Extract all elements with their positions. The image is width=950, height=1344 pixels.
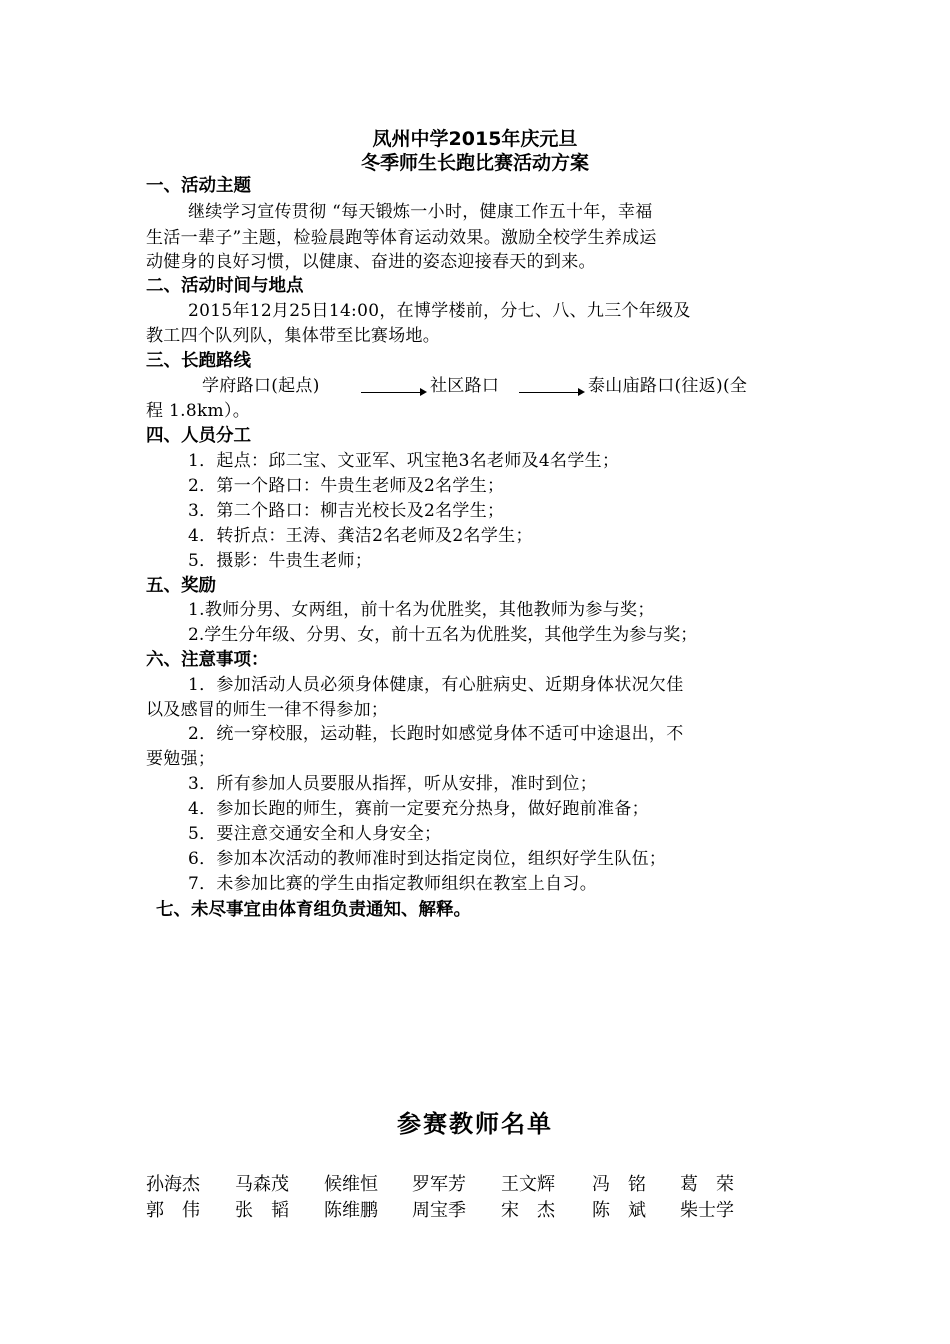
section4-line4: 4．转折点：王涛、龚洁2名老师及2名学生；	[188, 526, 533, 546]
section5-line2: 2.学生分年级、分男、女，前十五名为优胜奖，其他学生为参与奖；	[188, 625, 698, 645]
teacher-name: 柴士学	[680, 1200, 734, 1221]
route-end: 泰山庙路口(往返)(全	[588, 376, 748, 396]
section6-line4: 要勉强；	[146, 749, 216, 769]
section6-line9: 7．未参加比赛的学生由指定教师组织在教室上自习。	[188, 874, 598, 894]
section5-heading: 五、奖励	[146, 576, 216, 596]
route-start: 学府路口(起点)	[202, 376, 320, 396]
section4-line1: 1．起点：邱二宝、文亚军、巩宝艳3名老师及4名学生；	[188, 451, 620, 471]
route-line2: 程 1.8km）。	[146, 401, 251, 421]
teacher-name: 葛 荣	[680, 1174, 734, 1195]
section4-line2: 2．第一个路口：牛贵生老师及2名学生；	[188, 476, 505, 496]
route-arrow-1	[361, 392, 421, 393]
section7-heading: 七、未尽事宜由体育组负责通知、解释。	[156, 900, 471, 920]
teacher-name: 孙海杰	[146, 1174, 200, 1195]
doc-title-line2: 冬季师生长跑比赛活动方案	[360, 152, 589, 174]
section6-line1: 1．参加活动人员必须身体健康，有心脏病史、近期身体状况欠佳	[188, 675, 684, 695]
teacher-name: 罗军芳	[412, 1174, 466, 1195]
section6-line3: 2．统一穿校服，运动鞋，长跑时如感觉身体不适可中途退出，不	[188, 724, 684, 744]
teacher-name: 王文辉	[501, 1174, 555, 1195]
teacher-name: 马森茂	[235, 1174, 289, 1195]
section6-line6: 4．参加长跑的师生，赛前一定要充分热身，做好跑前准备；	[188, 799, 649, 819]
section2-heading: 二、活动时间与地点	[146, 276, 304, 296]
teacher-name: 冯 铭	[592, 1174, 646, 1195]
teacher-name: 周宝季	[412, 1200, 466, 1221]
section6-line5: 3．所有参加人员要服从指挥，听从安排，准时到位；	[188, 774, 598, 794]
section4-heading: 四、人员分工	[146, 426, 251, 446]
section4-line5: 5．摄影：牛贵生老师；	[188, 551, 373, 571]
section6-heading: 六、注意事项：	[146, 650, 269, 670]
teacher-name: 郭 伟	[146, 1200, 200, 1221]
teacher-name: 宋 杰	[501, 1200, 555, 1221]
teacher-name: 张 韬	[235, 1200, 289, 1221]
section1-line3: 动健身的良好习惯，以健康、奋进的姿态迎接春天的到来。	[146, 252, 596, 272]
doc-title-line1: 凤州中学2015年庆元旦	[372, 128, 578, 150]
section3-heading: 三、长跑路线	[146, 351, 251, 371]
teacher-name: 陈维鹏	[324, 1200, 378, 1221]
section1-line1: 继续学习宣传贯彻 “每天锻炼一小时，健康工作五十年，幸福	[188, 202, 653, 222]
section6-line2: 以及感冒的师生一律不得参加；	[146, 700, 389, 720]
teacher-name: 陈 斌	[592, 1200, 646, 1221]
section2-line1: 2015年12月25日14:00，在博学楼前，分七、八、九三个年级及	[188, 301, 691, 321]
section1-line2: 生活一辈子”主题，检验晨跑等体育运动效果。激励全校学生养成运	[146, 228, 657, 248]
route-arrow-2	[519, 392, 579, 393]
section4-line3: 3．第二个路口：柳吉光校长及2名学生；	[188, 501, 505, 521]
section6-line8: 6．参加本次活动的教师准时到达指定岗位，组织好学生队伍；	[188, 849, 667, 869]
teacher-name: 候维恒	[324, 1174, 378, 1195]
route-mid: 社区路口	[430, 376, 500, 396]
section1-heading: 一、活动主题	[146, 176, 251, 196]
section2-line2: 教工四个队列队，集体带至比赛场地。	[146, 326, 441, 346]
section6-line7: 5．要注意交通安全和人身安全；	[188, 824, 442, 844]
section5-line1: 1.教师分男、女两组，前十名为优胜奖，其他教师为参与奖；	[188, 600, 655, 620]
teacher-list-title: 参赛教师名单	[397, 1109, 553, 1138]
